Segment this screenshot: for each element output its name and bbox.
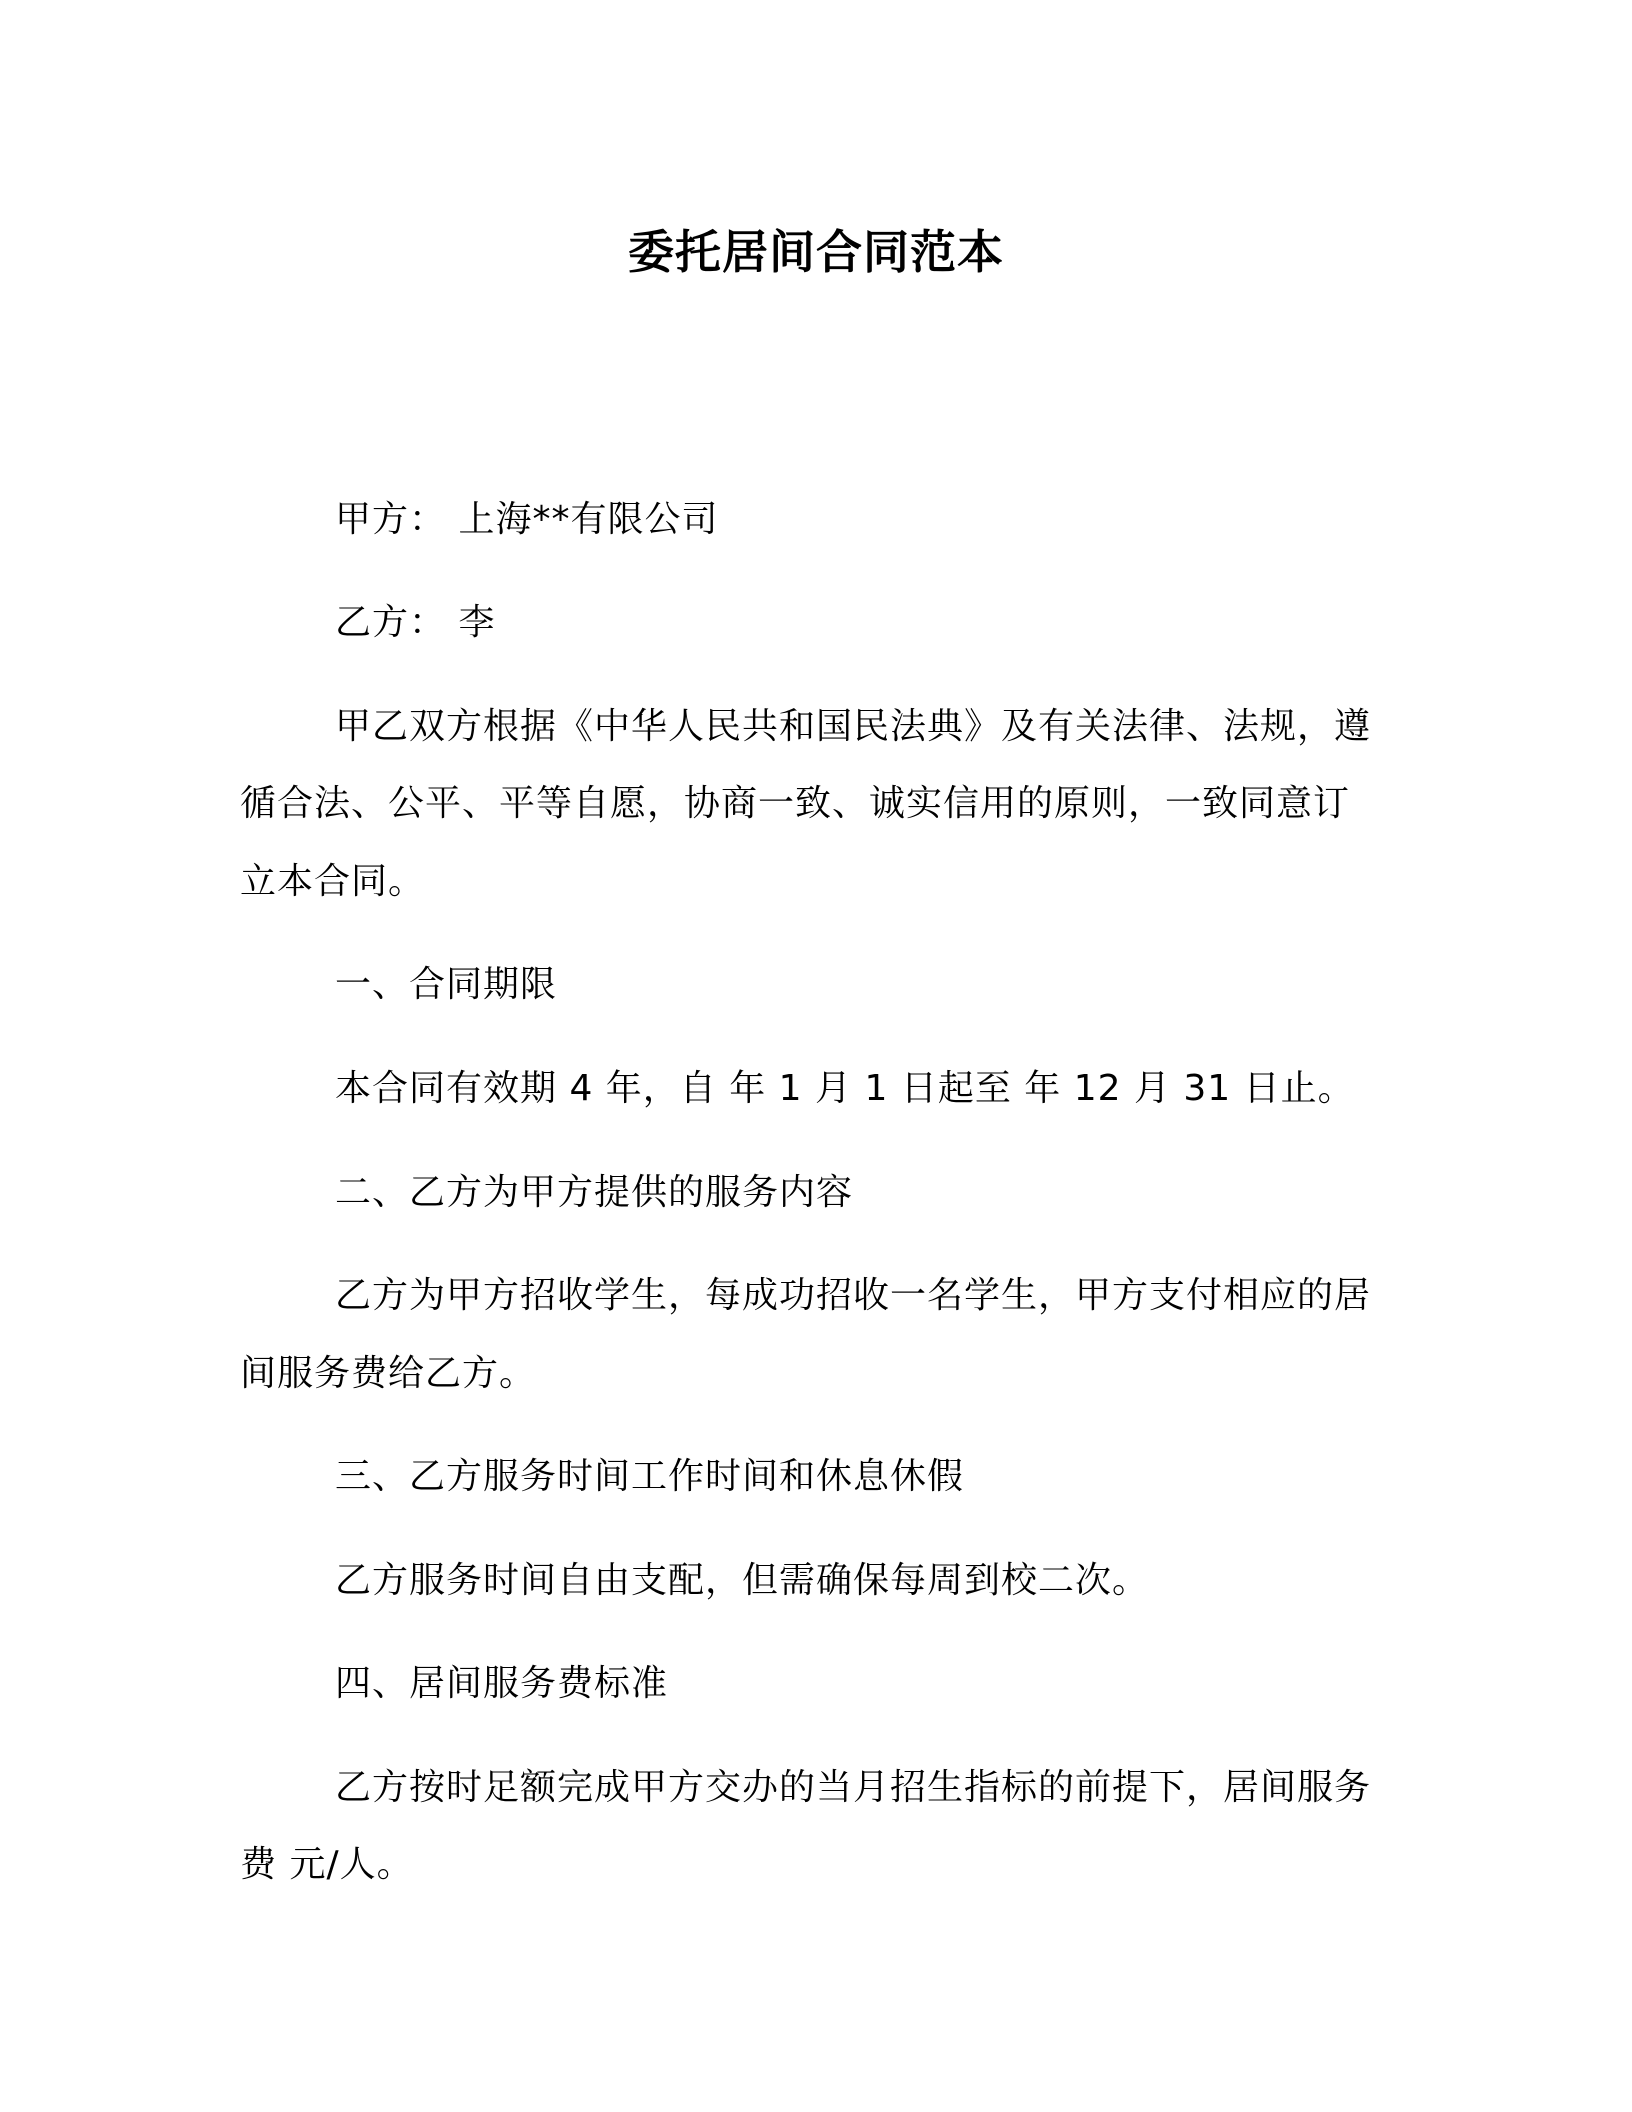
section-4-heading: 四、居间服务费标准 (335, 1663, 669, 1704)
section-2-line-2: 间服务费给乙方。 (240, 1353, 537, 1394)
section-1-heading: 一、合同期限 (335, 964, 558, 1005)
preamble-line-1: 甲乙双方根据《中华人民共和国民法典》及有关法律、法规，遵 (335, 706, 1372, 747)
party-b: 乙方： 李 (335, 602, 496, 643)
section-1-body: 本合同有效期 4 年，自 年 1 月 1 日起至 年 12 月 31 日止。 (335, 1068, 1355, 1109)
section-4-line-1: 乙方按时足额完成甲方交办的当月招生指标的前提下，居间服务 (335, 1767, 1372, 1808)
preamble-line-3: 立本合同。 (240, 861, 426, 902)
section-3-body: 乙方服务时间自由支配，但需确保每周到校二次。 (335, 1560, 1150, 1601)
section-2-heading: 二、乙方为甲方提供的服务内容 (335, 1172, 854, 1213)
section-3-heading: 三、乙方服务时间工作时间和休息休假 (335, 1456, 965, 1497)
document-title: 委托居间合同范本 (628, 225, 1004, 279)
preamble-line-2: 循合法、公平、平等自愿，协商一致、诚实信用的原则，一致同意订 (240, 783, 1351, 824)
section-2-line-1: 乙方为甲方招收学生，每成功招收一名学生，甲方支付相应的居 (335, 1275, 1372, 1316)
party-a: 甲方： 上海**有限公司 (335, 499, 719, 540)
section-4-line-2: 费 元/人。 (240, 1844, 414, 1885)
